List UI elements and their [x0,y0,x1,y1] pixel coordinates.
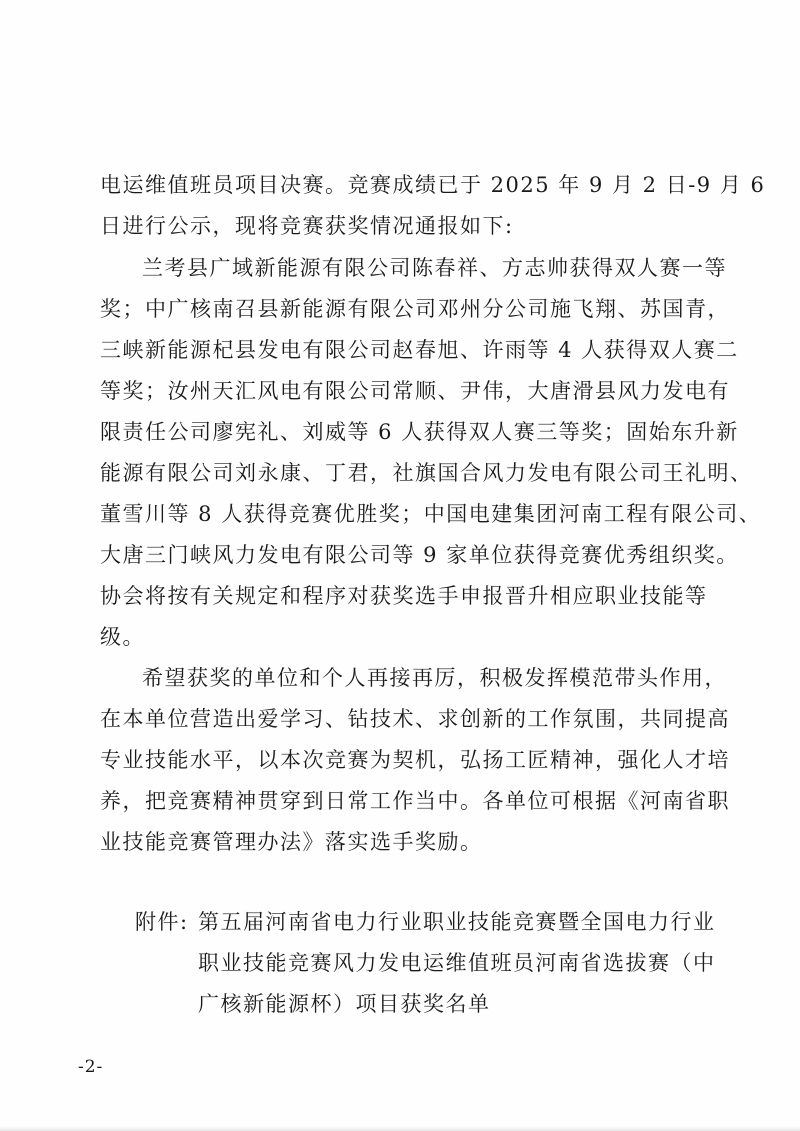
text-line: 专业技能水平，以本次竞赛为契机，弘扬工匠精神，强化人才培 [100,748,730,772]
scan-edge [0,1126,800,1131]
attachment-title-line: 第五届河南省电力行业职业技能竞赛暨全国电力行业 [198,910,716,934]
attachment-title-line: 职业技能竞赛风力发电运维值班员河南省选拔赛（中 [198,951,716,975]
text-line: 希望获奖的单位和个人再接再厉，积极发挥模范带头作用， [142,666,727,690]
text-line: 董雪川等 8 人获得竞赛优胜奖；中国电建集团河南工程有限公司、 [100,502,762,526]
attachment-label: 附件: [135,910,189,934]
text-line: 等奖；汝州天汇风电有限公司常顺、尹伟，大唐滑县风力发电有 [100,379,730,403]
text-line: 养，把竞赛精神贯穿到日常工作当中。各单位可根据《河南省职 [100,789,730,813]
text-line: 日进行公示，现将竞赛获奖情况通报如下: [100,214,514,238]
text-line: 三峡新能源杞县发电有限公司赵春旭、许雨等 4 人获得双人赛二 [100,338,739,362]
text-line: 在本单位营造出爱学习、钻技术、求创新的工作氛围，共同提高 [100,707,730,731]
attachment-title-line: 广核新能源杯）项目获奖名单 [198,992,491,1016]
text-line: 业技能竞赛管理办法》落实选手奖励。 [100,830,483,854]
text-line: 限责任公司廖宪礼、刘威等 6 人获得双人赛三等奖；固始东升新 [100,420,739,444]
page-number: -2- [78,1057,104,1077]
text-line: 能源有限公司刘永康、丁君，社旗国合风力发电有限公司王礼明、 [100,461,753,485]
text-line: 兰考县广域新能源有限公司陈春祥、方志帅获得双人赛一等 [142,256,727,280]
text-line: 电运维值班员项目决赛。竞赛成绩已于 2025 年 9 月 2 日-9 月 6 [100,173,766,197]
text-line: 大唐三门峡风力发电有限公司等 9 家单位获得竞赛优秀组织奖。 [100,543,739,567]
text-line: 协会将按有关规定和程序对获奖选手申报晋升相应职业技能等 [100,584,708,608]
text-line: 奖；中广核南召县新能源有限公司邓州分公司施飞翔、苏国青， [100,297,730,321]
text-line: 级。 [100,625,145,649]
